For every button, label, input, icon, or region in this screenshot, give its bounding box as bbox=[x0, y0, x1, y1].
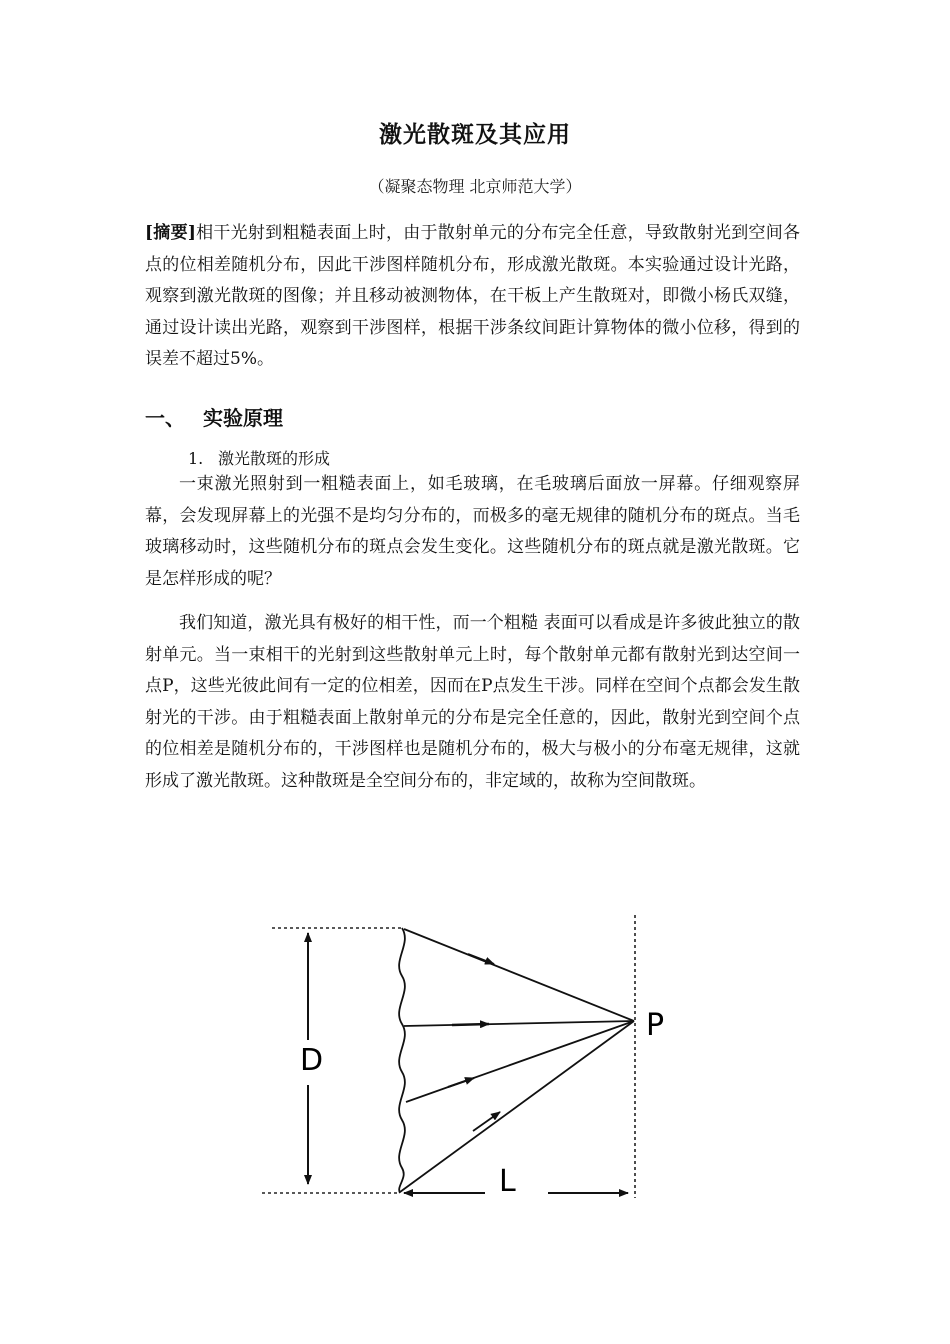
ray-3 bbox=[406, 1021, 634, 1102]
ray-1-arrow bbox=[468, 954, 494, 964]
subsection-number: 1. bbox=[188, 449, 204, 468]
ray-2-arrow bbox=[452, 1024, 489, 1025]
ray-2 bbox=[404, 1021, 634, 1026]
paragraph-1: 一束激光照射到一粗糙表面上，如毛玻璃，在毛玻璃后面放一屏幕。仔细观察屏幕，会发现屏幕上的光强不是均匀分布的，而极多的毫无规律的随机分布的斑点。当毛玻璃移动时，这些随机分布的斑点会发生变化。这些随机分布的斑点就是激光散斑。它是怎样形成的呢？ bbox=[145, 474, 800, 589]
abstract-label: [摘要] bbox=[145, 223, 196, 243]
ray-3-arrow bbox=[448, 1078, 474, 1087]
section-title: 实验原理 bbox=[203, 406, 283, 430]
paper-title: 激光散斑及其应用 bbox=[379, 121, 571, 148]
paragraph-2: 我们知道，激光具有极好的相干性，而一个粗糙 表面可以看成是许多彼此独立的散射单元。当一束相干的光射到这些散射单元上时，每个散射单元都有散射光到达空间一点P，这些光彼此间有一定的位相差，因而在P点发生干涉。同样在空间个点都会发生散射光的干涉。由于粗糙表面上散射单元的分布是完全任意的，因此，散射光到空间个点的位相差是随机分布的，干涉图样也是随机分布的，极大与极小的分布毫无规律，这就形成了激光散斑。这种散斑是全空间分布的，非定域的，故称为空间散斑。 bbox=[145, 613, 800, 791]
abstract-text: 相干光射到粗糙表面上时，由于散射单元的分布完全任意，导致散射光到空间各点的位相差随机分布，因此干涉图样随机分布，形成激光散斑。本实验通过设计光路，观察到激光散斑的图像；并且移动被测物体，在干板上产生散斑对，即微小杨氏双缝，通过设计读出光路，观察到干涉图样，根据干涉条纹间距计算物体的微小位移，得到的误差不超过5%。 bbox=[145, 223, 800, 369]
affiliation: （凝聚态物理 北京师范大学） bbox=[368, 177, 582, 196]
rough-surface bbox=[399, 928, 405, 1193]
label-l: L bbox=[499, 1164, 516, 1199]
label-d: D bbox=[300, 1043, 324, 1078]
subsection-title: 激光散斑的形成 bbox=[218, 449, 331, 468]
ray-4 bbox=[400, 1021, 634, 1192]
label-p: P bbox=[646, 1008, 665, 1043]
ray-1 bbox=[404, 929, 634, 1021]
section-number: 一、 bbox=[145, 406, 185, 430]
